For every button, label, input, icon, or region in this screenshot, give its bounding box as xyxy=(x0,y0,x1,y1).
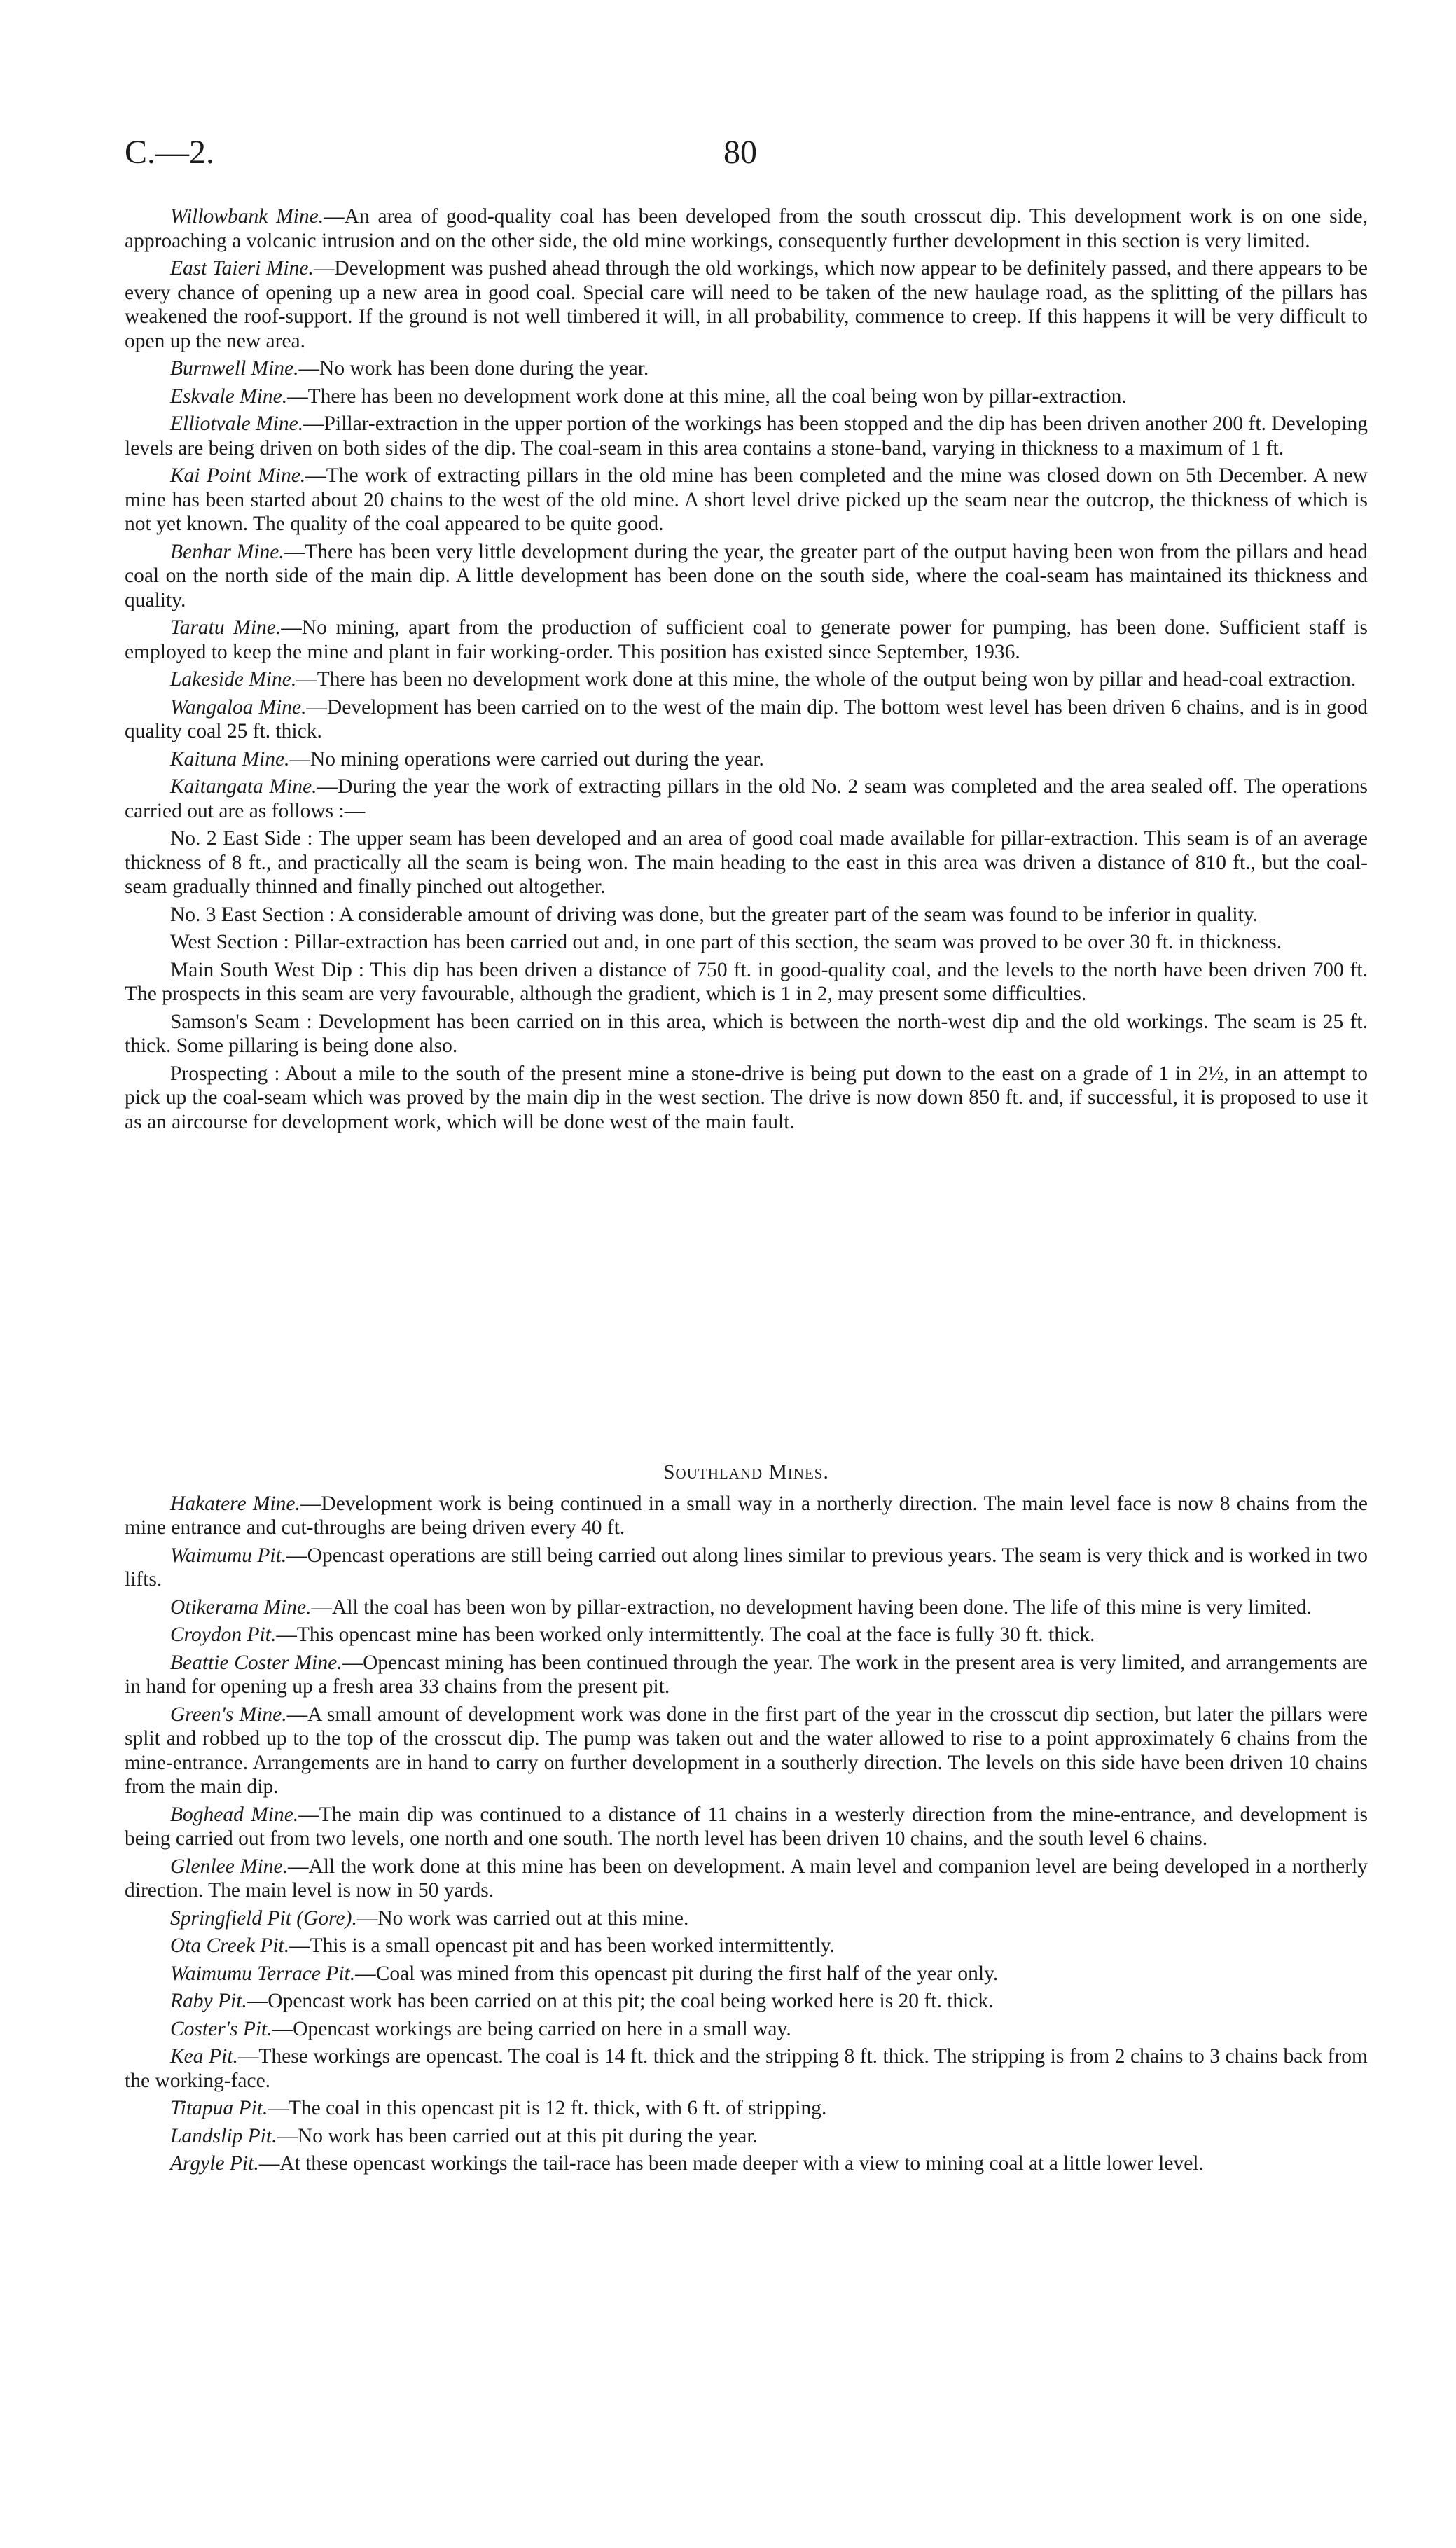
paragraph-text: —Development has been carried on to the west of the main dip. The bottom west level has been driven 6 chains, and is in good quality coal 25 ft. thick. xyxy=(125,695,1368,742)
mine-name: Glenlee Mine. xyxy=(170,1855,288,1878)
paragraph-text: No. 3 East Section : A considerable amount of driving was done, but the greater part of the seam was found to be inferior in quality. xyxy=(170,903,1258,926)
mine-name: Waimumu Pit. xyxy=(170,1544,287,1567)
paragraph-text: —All the work done at this mine has been on development. A main level and companion level are being developed in a northerly direction. The main level is now in 50 yards. xyxy=(125,1855,1368,1902)
paragraph xyxy=(125,1855,1368,1903)
paragraph xyxy=(125,385,1368,409)
mine-name: Landslip Pit. xyxy=(170,2124,277,2147)
paragraph-text: Samson's Seam : Development has been carried on in this area, which is between the north-west dip and the old workings. The seam is 25 ft. thick. Some pillaring is being done also. xyxy=(125,1010,1368,1057)
paragraph-text: —No mining operations were carried out during the year. xyxy=(289,747,764,770)
paragraph-text: —There has been no development work done at this mine, all the coal being won by pillar-extraction. xyxy=(287,385,1127,408)
paragraph xyxy=(125,1544,1368,1592)
mine-name: Kaitangata Mine. xyxy=(170,775,317,798)
mine-name: Willowbank Mine. xyxy=(170,205,324,228)
paragraph-text: —This is a small opencast pit and has been worked intermittently. xyxy=(289,1934,835,1957)
paragraph xyxy=(125,1703,1368,1799)
paragraph xyxy=(125,356,1368,381)
mine-name: East Taieri Mine. xyxy=(170,257,314,279)
paragraph-text: —No mining, apart from the production of sufficient coal to generate power for pumping, has been done. Sufficient staff is employed to keep the mine and plant in fair working-order. This position has existed since September, 1936. xyxy=(125,616,1368,663)
mine-name: Kea Pit. xyxy=(170,2045,238,2068)
mine-name: Elliotvale Mine. xyxy=(170,413,304,435)
paragraph xyxy=(125,1492,1368,1540)
paragraph-text: —During the year the work of extracting pillars in the old No. 2 seam was completed and the area sealed off. The operations carried out are as follows :— xyxy=(125,775,1368,822)
paragraph xyxy=(125,2096,1368,2121)
paragraph xyxy=(125,412,1368,460)
paragraph xyxy=(125,1906,1368,1931)
paragraph xyxy=(125,1803,1368,1851)
paragraph-text: —The main dip was continued to a distance of 11 chains in a westerly direction from the mine-entrance, and development is being carried out from two levels, one north and one south. The north level has been driven 10 chains, and the south level 6 chains. xyxy=(125,1803,1368,1850)
mine-name: Ota Creek Pit. xyxy=(170,1934,290,1957)
paragraph xyxy=(125,256,1368,353)
mine-name: Otikerama Mine. xyxy=(170,1595,312,1619)
southland-mines-section xyxy=(125,1460,1368,2180)
paragraph-text: —This opencast mine has been worked only intermittently. The coal at the face is fully 30 ft. thick. xyxy=(276,1623,1095,1646)
mine-name: Kai Point Mine. xyxy=(170,464,306,487)
mine-name: Waimumu Terrace Pit. xyxy=(170,1962,356,1985)
mine-name: Boghead Mine. xyxy=(170,1803,299,1826)
paragraph-text: —An area of good-quality coal has been developed from the south crosscut dip. This development work is on one side, approaching a volcanic intrusion and on the other side, the old mine workings, consequently further development in this section is very limited. xyxy=(125,205,1368,252)
paragraph xyxy=(125,747,1368,772)
paragraph-text: —The work of extracting pillars in the old mine has been completed and the mine was closed down on 5th December. A new mine has been started about 20 chains to the west of the old mine. A short level drive picked up the seam near the outcrop, the thickness of which is not yet known. The quality of the coal appeared to be quite good. xyxy=(125,464,1368,535)
paragraph-text: No. 2 East Side : The upper seam has been developed and an area of good coal made available for pillar-extraction. This seam is of an average thickness of 8 ft., and practically all the seam is being won. The main heading to the east in this area was driven a distance of 810 ft., but the coal-seam gradually thinned and finally pinched out altogether. xyxy=(125,827,1368,898)
mine-name: Croydon Pit. xyxy=(170,1623,277,1646)
paragraph xyxy=(125,930,1368,955)
mine-name: Beattie Coster Mine. xyxy=(170,1651,342,1674)
paragraph xyxy=(125,903,1368,927)
mine-name: Hakatere Mine. xyxy=(170,1492,300,1515)
page-reference: C.—2. xyxy=(125,134,215,171)
paragraph-text: —A small amount of development work was done in the first part of the year in the crosscut dip section, but later the pillars were split and robbed up to the top of the crosscut dip. The pump was taken out and the water allowed to rise to a point approximately 6 chains from the mine-entrance. Arrangements are in hand to carry on further development in a southerly direction. The levels on this side have been driven 10 chains from the main dip. xyxy=(125,1703,1368,1798)
paragraph-text: —No work has been carried out at this pit during the year. xyxy=(277,2124,758,2147)
paragraph xyxy=(125,1623,1368,1647)
paragraph-text: —Pillar-extraction in the upper portion of the workings has been stopped and the dip has been driven another 200 ft. Developing levels are being driven on both sides of the dip. The coal-seam in this area contains a stone-band, varying in thickness to a maximum of 1 ft. xyxy=(125,413,1368,459)
paragraph xyxy=(125,1595,1368,1620)
paragraph-text: —These workings are opencast. The coal is 14 ft. thick and the stripping 8 ft. thick. The stripping is from 2 chains to 3 chains back from the working-face. xyxy=(125,2045,1368,2092)
mine-name: Kaituna Mine. xyxy=(170,747,290,770)
paragraph xyxy=(125,1010,1368,1058)
mine-name: Eskvale Mine. xyxy=(170,385,288,408)
paragraph-text: —No work was carried out at this mine. xyxy=(356,1906,689,1930)
mine-name: Green's Mine. xyxy=(170,1703,287,1726)
paragraph xyxy=(125,2017,1368,2042)
paragraph xyxy=(125,695,1368,744)
mine-name: Wangaloa Mine. xyxy=(170,695,307,719)
mine-name: Raby Pit. xyxy=(170,1990,247,2012)
paragraph-text: —The coal in this opencast pit is 12 ft. thick, with 6 ft. of stripping. xyxy=(268,2097,827,2119)
page-header xyxy=(125,133,1330,175)
paragraph xyxy=(125,826,1368,899)
paragraph-text: —There has been very little development during the year, the greater part of the output having been won from the pillars and head coal on the north side of the main dip. A little development has been done on the south side, where the coal-seam has maintained its thickness and quality. xyxy=(125,540,1368,611)
paragraph-text: —Opencast workings are being carried on here in a small way. xyxy=(272,2017,791,2040)
paragraph-text: Prospecting : About a mile to the south of the present mine a stone-drive is being put down to the east on a grade of 1 in 2½, in an attempt to pick up the coal-seam which was proved by the main dip in the west section. The drive is now down 850 ft. and, if successful, it is proposed to use it as an aircourse for development work, which will be done west of the main fault. xyxy=(125,1062,1368,1133)
mine-name: Argyle Pit. xyxy=(170,2152,259,2175)
paragraph xyxy=(125,1989,1368,2014)
mine-name: Titapua Pit. xyxy=(170,2097,268,2119)
mine-name: Springfield Pit (Gore). xyxy=(170,1906,357,1930)
paragraph-text: —Opencast operations are still being carried out along lines similar to previous years. The seam is very thick and is worked in two lifts. xyxy=(125,1544,1368,1591)
paragraph-text: —Coal was mined from this opencast pit during the first half of the year only. xyxy=(355,1962,999,1985)
paragraph xyxy=(125,667,1368,692)
mine-name: Lakeside Mine. xyxy=(170,668,297,691)
paragraph xyxy=(125,205,1368,253)
paragraph-text: —No work has been done during the year. xyxy=(298,357,649,380)
paragraph xyxy=(125,540,1368,613)
paragraph-text: —Development was pushed ahead through the old workings, which now appear to be definitely passed, and there appears to be every chance of opening up a new area in good coal. Special care will need to be taken of the new haulage road, as the splitting of the pillars has weakened the roof-support. If the ground is not well timbered it will, in all probability, commence to creep. If this happens it will be very difficult to open up the new area. xyxy=(125,257,1368,352)
mine-name: Benhar Mine. xyxy=(170,540,284,563)
page-number: 80 xyxy=(723,134,757,171)
paragraph-text: —All the coal has been won by pillar-extraction, no development having been done. The life of this mine is very limited. xyxy=(311,1595,1312,1619)
paragraph-text: —Development work is being continued in a small way in a northerly direction. The main level face is now 8 chains from the mine entrance and cut-throughs are being driven every 40 ft. xyxy=(125,1492,1368,1539)
section-heading: Southland Mines. xyxy=(663,1461,829,1483)
paragraph-text: Main South West Dip : This dip has been driven a distance of 750 ft. in good-quality coal, and the levels to the north have been driven 700 ft. The prospects in this seam are very favourable, although the gradient, which is 1 in 2, may present some difficulties. xyxy=(125,958,1368,1005)
paragraph xyxy=(125,2044,1368,2093)
paragraph-text: —Opencast work has been carried on at this pit; the coal being worked here is 20 ft. thick. xyxy=(247,1990,994,2012)
paragraph-text: —At these opencast workings the tail-race has been made deeper with a view to mining coal at a little lower level. xyxy=(258,2152,1204,2175)
paragraph xyxy=(125,1062,1368,1135)
paragraph xyxy=(125,958,1368,1006)
otago-mines-section xyxy=(125,205,1368,1137)
paragraph xyxy=(125,1962,1368,1986)
paragraph xyxy=(125,464,1368,536)
mine-name: Burnwell Mine. xyxy=(170,357,299,380)
paragraph xyxy=(125,616,1368,664)
paragraph xyxy=(125,775,1368,823)
paragraph xyxy=(125,1934,1368,1958)
mine-name: Coster's Pit. xyxy=(170,2017,272,2040)
paragraph-text: —There has been no development work done at this mine, the whole of the output being won by pillar and head-coal extraction. xyxy=(296,668,1357,691)
paragraph xyxy=(125,1651,1368,1699)
mine-name: Taratu Mine. xyxy=(170,616,282,639)
paragraph xyxy=(125,2152,1368,2176)
paragraph xyxy=(125,2124,1368,2149)
paragraph-text: West Section : Pillar-extraction has been carried out and, in one part of this section, the seam was proved to be over 30 ft. in thickness. xyxy=(170,931,1282,953)
paragraph-text: —Opencast mining has been continued through the year. The work in the present area is very limited, and arrangements are in hand for opening up a fresh area 33 chains from the present pit. xyxy=(125,1651,1368,1698)
